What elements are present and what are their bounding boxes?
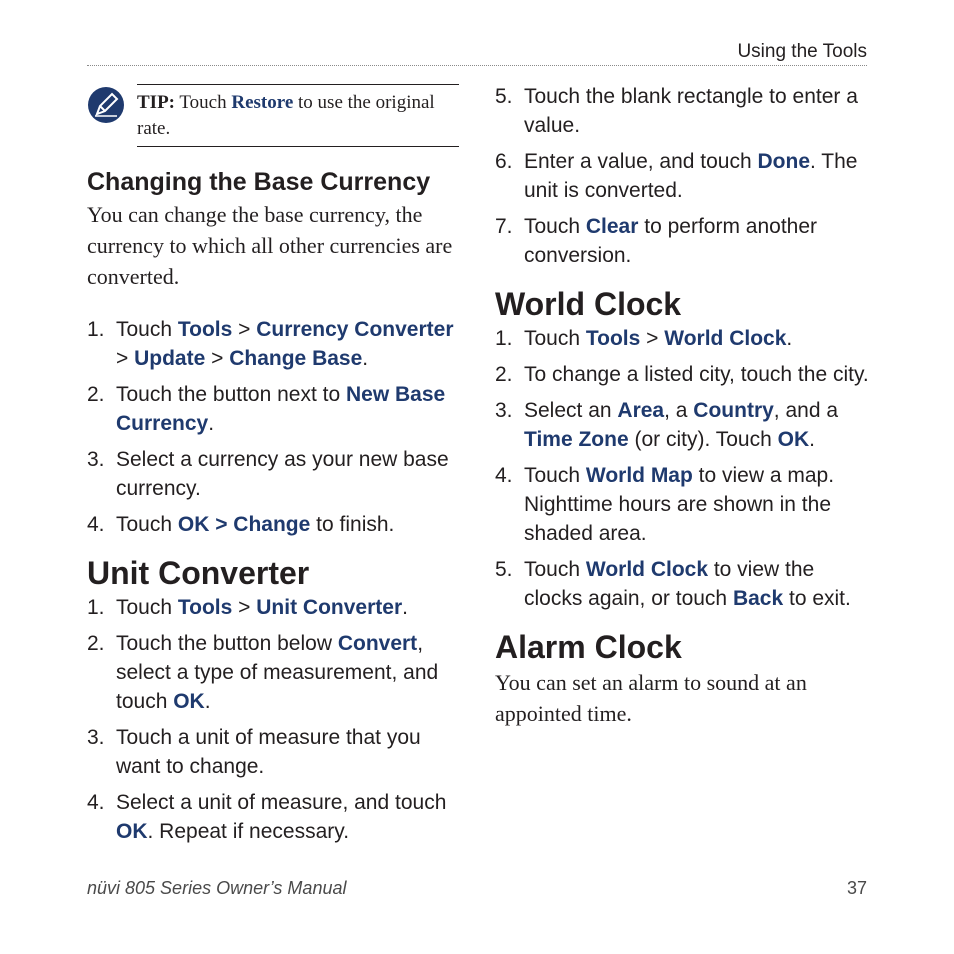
step-text: >: [232, 318, 257, 341]
keyword: Time Zone: [524, 428, 629, 451]
keyword: Country: [693, 399, 774, 422]
section-heading-world-clock: World Clock: [495, 286, 682, 322]
keyword: World Map: [585, 464, 693, 487]
step-number: 5.: [495, 85, 513, 108]
alarm-clock-intro: You can set an alarm to sound at an appointed time.: [495, 670, 807, 726]
unit-converter-steps-continued: [495, 82, 875, 270]
step-text: , select a type of measurement, and touch: [116, 632, 439, 713]
step-text: To change a listed city, touch the city.: [524, 363, 869, 386]
step-text: Touch: [116, 513, 178, 536]
section-heading-base-currency: Changing the Base Currency: [87, 168, 431, 196]
keyword: OK: [777, 428, 810, 451]
tip-text-part: to use the original rate.: [137, 92, 435, 139]
tip-pencil-icon: [87, 86, 125, 124]
header-divider: [87, 65, 867, 66]
list-item: [87, 510, 467, 539]
step-text: , a: [664, 399, 694, 422]
step-text: Touch: [116, 318, 178, 341]
page-number: 37: [846, 878, 867, 898]
keyword: New Base Currency: [116, 383, 446, 435]
running-header: Using the Tools: [737, 41, 867, 62]
list-item: [87, 445, 467, 503]
step-number: 4.: [87, 791, 105, 814]
step-text: Touch: [524, 327, 586, 350]
step-text: to finish.: [310, 513, 395, 536]
tip-text-part: Touch: [175, 92, 232, 113]
step-text: Touch: [524, 558, 586, 581]
base-currency-intro: You can change the base currency, the currency to which all other currencies are converted.: [87, 202, 453, 289]
keyword: Tools: [585, 327, 641, 350]
list-item: [87, 593, 467, 622]
step-number: 7.: [495, 215, 513, 238]
unit-converter-steps: [87, 593, 467, 846]
step-text: >: [232, 596, 257, 619]
list-item: [87, 629, 467, 716]
right-column: [495, 82, 875, 729]
step-text: . The unit is converted.: [524, 150, 858, 202]
keyword: Done: [757, 150, 810, 173]
step-text: .: [786, 327, 793, 350]
footer-manual-title: nüvi 805 Series Owner’s Manual: [87, 878, 347, 898]
step-text: Enter a value, and touch: [524, 150, 758, 173]
step-text: Touch: [116, 596, 178, 619]
tip-keyword-restore: Restore: [231, 92, 294, 113]
step-number: 3.: [495, 399, 513, 422]
keyword: Area: [617, 399, 665, 422]
list-item: [495, 212, 875, 270]
step-text: .: [809, 428, 815, 451]
keyword: World Clock: [664, 327, 787, 350]
step-text: .: [362, 347, 369, 370]
step-number: 5.: [495, 558, 513, 581]
step-text: to exit.: [783, 587, 851, 610]
list-item: [495, 324, 875, 353]
step-text: to perform another conversion.: [524, 215, 817, 267]
step-number: 2.: [87, 632, 105, 655]
keyword: Clear: [585, 215, 639, 238]
list-item: [495, 82, 875, 140]
step-text: >: [640, 327, 665, 350]
step-text: . Repeat if necessary.: [147, 820, 350, 843]
step-text: .: [204, 690, 211, 713]
keyword: OK > Change: [177, 513, 311, 536]
section-heading-alarm-clock: Alarm Clock: [495, 629, 682, 665]
step-number: 6.: [495, 150, 513, 173]
list-item: [495, 555, 875, 613]
keyword: Convert: [337, 632, 418, 655]
list-item: [87, 723, 467, 781]
step-number: 1.: [87, 318, 105, 341]
list-item: [87, 788, 467, 846]
keyword: Unit Converter: [256, 596, 403, 619]
step-number: 2.: [495, 363, 513, 386]
step-text: Select an: [524, 399, 618, 422]
step-number: 3.: [87, 448, 105, 471]
list-item: [495, 147, 875, 205]
section-heading-unit-converter: Unit Converter: [87, 555, 310, 591]
keyword: Back: [732, 587, 784, 610]
step-text: Touch the blank rectangle to enter a value.: [524, 85, 858, 137]
step-text: Touch the button below: [116, 632, 338, 655]
keyword: Tools: [177, 596, 233, 619]
step-text: to view a map. Nighttime hours are shown in the shaded area.: [524, 464, 835, 545]
step-text: Touch the button next to: [116, 383, 346, 406]
keyword: Tools: [177, 318, 233, 341]
step-text: .: [402, 596, 408, 619]
list-item: [495, 396, 875, 454]
step-number: 1.: [495, 327, 513, 350]
left-column: [87, 165, 467, 853]
tip-text: [137, 84, 459, 147]
step-text: >: [205, 347, 230, 370]
keyword: Currency Converter: [256, 318, 454, 341]
keyword: World Clock: [585, 558, 708, 581]
step-number: 2.: [87, 383, 105, 406]
keyword: OK: [173, 690, 205, 713]
step-text: Select a unit of measure, and touch: [116, 791, 447, 814]
step-text: Select a currency as your new base currency.: [116, 448, 449, 500]
step-number: 3.: [87, 726, 105, 749]
step-text: , and a: [773, 399, 839, 422]
step-text: Touch: [524, 215, 586, 238]
world-clock-steps: [495, 324, 875, 613]
step-text: to view the clocks again, or touch: [524, 558, 815, 610]
keyword: Update: [134, 347, 206, 370]
base-currency-steps: [87, 315, 467, 539]
list-item: [495, 360, 875, 389]
step-number: 4.: [87, 513, 105, 536]
step-number: 1.: [87, 596, 105, 619]
keyword: OK: [116, 820, 148, 843]
tip-label: TIP:: [137, 92, 175, 113]
list-item: [87, 380, 467, 438]
step-number: 4.: [495, 464, 513, 487]
list-item: [87, 315, 467, 373]
step-text: >: [116, 347, 135, 370]
tip-callout: [87, 84, 459, 144]
step-text: Touch: [524, 464, 586, 487]
step-text: (or city). Touch: [628, 428, 778, 451]
list-item: [495, 461, 875, 548]
keyword: Change Base: [229, 347, 363, 370]
step-text: Touch a unit of measure that you want to change.: [116, 726, 421, 778]
step-text: .: [208, 412, 215, 435]
